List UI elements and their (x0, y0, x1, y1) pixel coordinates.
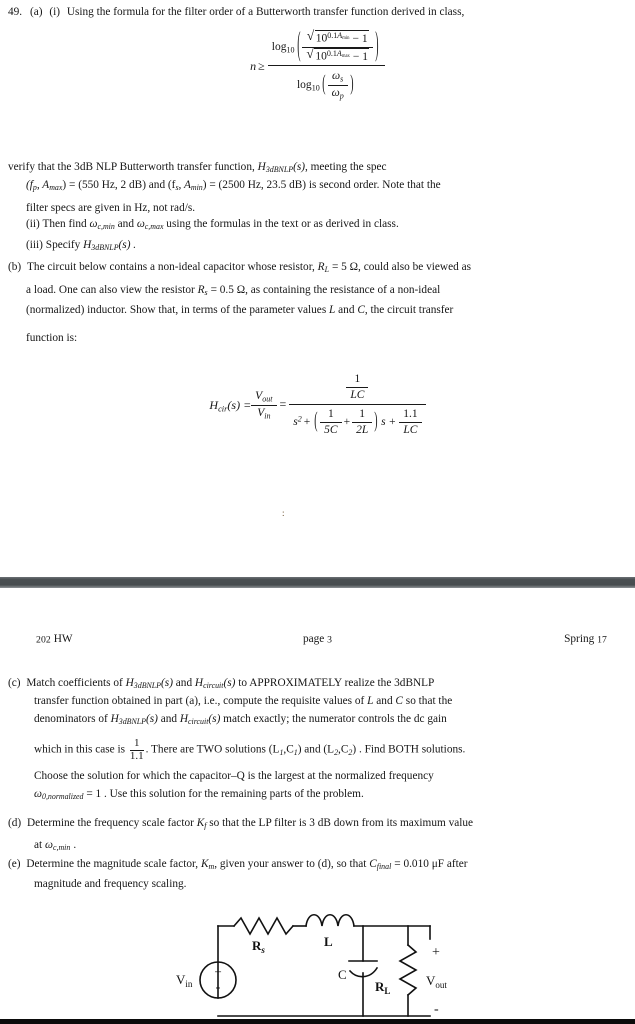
part-c-label: (c) (8, 677, 21, 689)
filter-order-formula (0, 30, 635, 102)
Km-symbol: $K_m$ (200, 858, 215, 872)
vin-label: $V_{in}$ (176, 972, 193, 989)
part-c-line-6 (34, 787, 629, 803)
part-b-line-4: function is: (26, 332, 78, 344)
H3dBNLP-specify: $H_{3dBNLP}(s)$ . (83, 239, 137, 253)
part-d-at: at (34, 839, 43, 851)
RL-value: = 5 Ω, could also be viewed as (331, 261, 471, 273)
part-a-iii-label: (iii) (26, 239, 43, 251)
formula-base-min: 10 (315, 32, 328, 45)
spec-amin: , $A_{min}$ (178, 179, 203, 193)
part-a-iii-text: Specify (45, 239, 81, 251)
scan-artifact-mark: : (282, 508, 285, 518)
part-c-text-4f: ) . Find BOTH solutions. (352, 743, 466, 756)
vout-plus-sign: + (432, 945, 440, 960)
part-c-and-2: and (376, 695, 393, 707)
part-b-and: and (338, 304, 355, 316)
part-a-ii-text-1: Then find (42, 218, 87, 230)
part-c-and-1: and (175, 677, 193, 689)
spec-amax: , $A_{max}$ (36, 179, 63, 193)
formula-base-max: 10 (315, 50, 327, 63)
denom-inner-plus: + (343, 416, 351, 429)
part-d-label: (d) (8, 817, 22, 829)
L-symbol: L (329, 304, 336, 316)
L-symbol-c: L (367, 695, 374, 707)
part-a-i-label: (i) (49, 6, 60, 18)
problem-number: 49. (8, 6, 23, 18)
page-separator-bar (0, 577, 635, 588)
part-c-text-4b: . There are TWO solutions (L (145, 743, 280, 756)
frac-2L-num: 1 (359, 407, 366, 420)
Hcircuit-c3: $H_{circuit}(s)$ (179, 713, 221, 727)
spec-line (26, 178, 626, 194)
hz-line: filter specs are given in Hz, not rad/s. (26, 202, 196, 214)
load-resistor-label: $R_L$ (375, 979, 391, 996)
footer-page-label: page (302, 633, 325, 645)
part-a-ii-and: and (117, 218, 134, 230)
formula-log-base-top: 10 (286, 44, 295, 54)
part-c-text-1a: Match coefficients of (26, 677, 123, 689)
dc-gain-fraction (130, 738, 144, 762)
part-c-line-5: Choose the solution for which the capacitor–Q is the largest at the normalized frequency (34, 770, 434, 782)
part-b-line-3 (26, 303, 626, 318)
part-c-text-2b: so that the (405, 695, 453, 707)
formula-inner-denom (302, 47, 373, 65)
circuit-transfer-function-equation (0, 372, 635, 439)
formula-log-bottom: log (296, 78, 312, 91)
omega-0-normalized: $\omega_{0,normalized}$ (34, 788, 84, 802)
vout-minus-sign: - (434, 1002, 439, 1017)
frac-2L-den: 2L (352, 422, 372, 438)
omega-c-min-d: $\omega_{c,min}$ (44, 839, 71, 853)
part-c-text-3b: match exactly; the numerator controls the dc gain (223, 713, 447, 725)
formula-inner-numer (302, 30, 373, 47)
part-e-line-1 (8, 857, 628, 873)
footer-center (0, 632, 635, 647)
part-d-text-1a: Determine the frequency scale factor (27, 817, 194, 829)
verify-line (8, 160, 628, 176)
part-c-text-4e: ,C (338, 743, 349, 756)
H3dBNLP-inline: $H_{3dBNLP}(s)$ (257, 161, 305, 175)
formula-geq-sign: ≥ (258, 59, 265, 73)
part-c-line-2 (34, 694, 629, 709)
footer-right (564, 632, 607, 647)
hcir-denominator (289, 404, 425, 439)
C-symbol: C (357, 304, 365, 316)
part-c-text-4c: ,C (283, 743, 294, 756)
source-plus-sign: + (214, 964, 222, 979)
part-e-text-1b: , given your answer to (d), so that (214, 858, 367, 870)
RL-symbol: $R_L$ (317, 261, 329, 275)
Rs-symbol: $R_s$ (197, 284, 208, 298)
Cfinal-value: = 0.010 μF after (394, 858, 468, 870)
spec-fs-sub: s (175, 183, 179, 193)
part-c-text-4d: ) and (L (297, 743, 335, 756)
formula-exp-sub-min: min (342, 36, 350, 42)
part-a-iii-line (26, 238, 626, 254)
hcir-num-LC: LC (346, 387, 368, 403)
footer-course-label: HW (53, 633, 73, 645)
part-c-line-3 (34, 712, 629, 728)
s-squared: $s^2$ (293, 414, 302, 429)
paren-open-outer: ( (296, 28, 301, 64)
spec-fp: ($f_p$ (26, 179, 37, 193)
part-b-text-2: a load. One can also view the resistor (26, 284, 195, 296)
footer-course-number: 202 (36, 634, 51, 646)
part-c-text-6: = 1 . Use this solution for the remaining parts of the problem. (86, 788, 364, 800)
Vin-symbol: $V_{in}$ (257, 406, 271, 421)
hcir-num-one: 1 (354, 373, 361, 385)
paren-open-omega: ( (322, 73, 326, 96)
part-e-label: (e) (8, 858, 21, 870)
verify-text-2: , meeting the spec (304, 161, 387, 173)
spec-eq2: ) = (2500 Hz, 23.5 dB) is second order. Note that the (202, 179, 441, 191)
omega-c-max: $\omega_{c,max}$ (136, 218, 164, 232)
formula-exp-coef-min: 0.1 (327, 31, 338, 40)
problem-49-heading (8, 5, 628, 20)
spec-eq1: ) = (550 Hz, 2 dB) and (f (62, 179, 176, 191)
formula-minus-one-min: − 1 (352, 32, 368, 45)
H3dBNLP-c1: $H_{3dBNLP}(s)$ (125, 677, 173, 691)
equation-equals: = (279, 396, 287, 411)
formula-omega-s: $\omega_s$ (332, 70, 344, 84)
part-b-text-3: (normalized) inductor. Show that, in terms of the parameter values (26, 304, 327, 316)
frac-11LC-den: LC (399, 422, 421, 438)
formula-exp-sub-max: max (341, 54, 350, 60)
page-footer (0, 632, 635, 646)
formula-numerator (268, 30, 385, 65)
formula-log-top: log (271, 40, 287, 53)
part-b-text-1: The circuit below contains a non-ideal capacitor whose resistor, (27, 261, 315, 273)
part-a-ii-label: (ii) (26, 218, 40, 230)
paren-close-omega: ) (350, 73, 354, 96)
bottom-edge-bar (0, 1019, 635, 1024)
verify-text-1: verify that the 3dB NLP Butterworth transfer function, (8, 161, 255, 173)
denom-plus-1: + (303, 416, 311, 429)
capacitor-label: C (338, 967, 347, 982)
circuit-diagram (160, 893, 480, 1024)
C1-sub: 1 (293, 747, 298, 757)
frac-11LC-num: 1.1 (403, 407, 418, 420)
L2-sub: 2 (334, 747, 339, 757)
formula-exp-A-min: A (337, 31, 343, 40)
denom-s-term: s + (381, 416, 397, 429)
part-c-text-3a: denominators of (34, 713, 108, 725)
part-d-line-1 (8, 816, 628, 832)
part-c-text-2a: transfer function obtained in part (a), i.e., compute the requisite values of (34, 695, 365, 707)
part-a-ii-text-2: using the formulas in the text or as derived in class. (166, 218, 399, 230)
Cfinal-symbol: $C_{final}$ (369, 858, 392, 872)
series-resistor-label: $R_s$ (252, 938, 265, 955)
part-a-i-text: Using the formula for the filter order of a Butterworth transfer function derived in class, (66, 6, 465, 18)
part-c-line-4 (34, 738, 629, 762)
part-c-text-4a: which in this case is (34, 743, 125, 756)
part-d-text-1b: so that the LP filter is 3 dB down from its maximum value (209, 817, 474, 829)
radical-sign-max: √ (306, 46, 314, 62)
part-b-line-1 (8, 260, 628, 276)
C2-sub: 2 (348, 747, 353, 757)
part-a-label: (a) (29, 6, 43, 18)
omega-c-min: $\omega_{c,min}$ (89, 218, 115, 232)
frac-5C-den: 5C (320, 422, 341, 438)
dc-gain-denom: 1.1 (129, 749, 144, 762)
part-e-line-2: magnitude and frequency scaling. (34, 878, 187, 890)
part-c-and-3: and (160, 713, 178, 725)
L1-sub: 1 (279, 747, 284, 757)
C-symbol-c: C (395, 695, 403, 707)
footer-page-number: 3 (327, 634, 333, 646)
dc-gain-numer: 1 (133, 737, 140, 749)
part-d-line-2 (34, 838, 629, 854)
formula-exp-coef-max: 0.1 (326, 49, 337, 59)
part-c-line-1 (8, 676, 628, 692)
Kf-symbol: $K_f$ (196, 817, 207, 831)
frac-5C-num: 1 (327, 407, 334, 420)
source-minus-sign: - (215, 980, 221, 995)
part-a-ii-line (26, 217, 626, 233)
part-b-text-3-end: , the circuit transfer (364, 304, 454, 316)
Hcir-symbol: $H_{cir}(s)$ = (209, 397, 252, 413)
part-b-line-2 (26, 283, 626, 299)
Hcircuit-c1: $H_{circuit}(s)$ (194, 677, 236, 691)
formula-exp-A-max: A (336, 49, 342, 59)
denom-paren-open: ( (314, 410, 318, 434)
formula-denominator (268, 65, 385, 102)
denom-paren-close: ) (374, 410, 378, 434)
hcir-numerator (289, 372, 425, 404)
part-e-text-1a: Determine the magnitude scale factor, (26, 858, 199, 870)
radical-sign-min: √ (306, 28, 315, 43)
Rs-value: = 0.5 Ω, as containing the resistance of a non-ideal (210, 284, 441, 296)
part-c-text-1b: to APPROXIMATELY realize the 3dBNLP (238, 677, 435, 689)
footer-term-year: 17 (597, 634, 607, 646)
formula-log-base-bottom: 10 (311, 82, 320, 92)
formula-minus-one-max: − 1 (352, 50, 368, 63)
part-b-label: (b) (8, 261, 22, 273)
formula-omega-p: $\omega_p$ (328, 85, 348, 102)
part-d-period: . (73, 839, 77, 851)
Vout-symbol: $V_{out}$ (251, 389, 276, 406)
footer-term-label: Spring (564, 633, 595, 645)
paren-close-outer: ) (375, 28, 379, 64)
formula-n-symbol: n (250, 59, 257, 73)
inductor-label: L (324, 934, 333, 949)
vout-label: $V_{out}$ (426, 973, 447, 990)
H3dBNLP-c3: $H_{3dBNLP}(s)$ (110, 713, 158, 727)
